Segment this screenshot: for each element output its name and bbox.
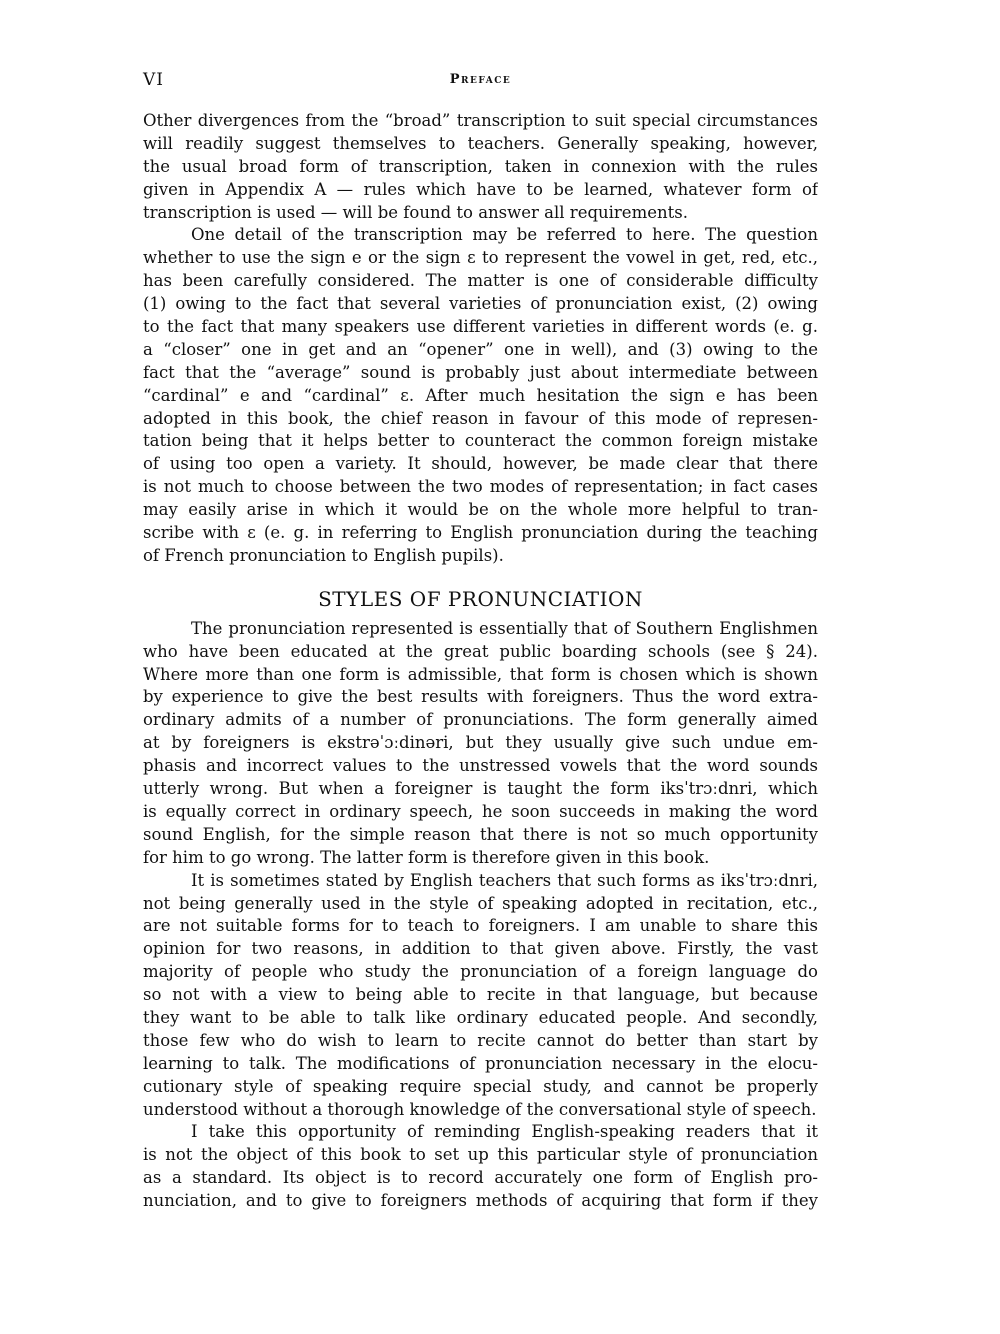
- text-line: is not the object of this book to set up this particular style of pronunciation: [143, 1145, 818, 1165]
- text-line: for him to go wrong. The latter form is therefore given in this book.: [143, 847, 710, 867]
- text-line: “cardinal” e and “cardinal” ɛ. After much hesitation the sign e has been: [143, 385, 818, 405]
- text-line: may easily arise in which it would be on the whole more helpful to tran-: [143, 500, 818, 520]
- text-line: tation being that it helps better to counteract the common foreign mistake: [143, 431, 818, 451]
- text-line: adopted in this book, the chief reason in favour of this mode of represen-: [143, 408, 818, 428]
- paragraph: [143, 224, 818, 567]
- text-line: a “closer” one in get and an “opener” one in well), and (3) owing to the: [143, 339, 818, 359]
- text-line: Other divergences from the “broad” transcription to suit special circumstances: [143, 111, 818, 130]
- text-line: so not with a view to being able to recite in that language, but because: [143, 985, 818, 1005]
- text-line: fact that the “average” sound is probably just about intermediate between: [143, 362, 818, 382]
- text-line: given in Appendix A — rules which have to be learned, whatever form of: [143, 179, 818, 199]
- text-line: One detail of the transcription may be referred to here. The question: [191, 225, 818, 245]
- page-number: VI: [143, 70, 164, 90]
- body-text: [143, 110, 818, 1213]
- text-line: cutionary style of speaking require special study, and cannot be properly: [143, 1076, 818, 1096]
- running-title: Preface: [449, 72, 512, 87]
- text-line: (1) owing to the fact that several varieties of pronunciation exist, (2) owing: [143, 294, 818, 314]
- text-line: to the fact that many speakers use different varieties in different words (e. g.: [143, 317, 818, 337]
- text-line: of French pronunciation to English pupils).: [143, 545, 504, 565]
- text-line: are not suitable forms for to teach to foreigners. I am unable to share this: [143, 916, 818, 936]
- text-line: is equally correct in ordinary speech, he soon succeeds in making the word: [143, 801, 818, 821]
- text-line: not being generally used in the style of speaking adopted in recitation, etc.,: [143, 893, 818, 913]
- text-line: It is sometimes stated by English teachers that such forms as iksˈtrɔːdnri,: [191, 870, 818, 890]
- text-line: they want to be able to talk like ordinary educated people. And secondly,: [143, 1007, 818, 1027]
- paragraph: [143, 870, 818, 1122]
- text-line: of using too open a variety. It should, however, be made clear that there: [143, 454, 818, 474]
- text-line: nunciation, and to give to foreigners methods of acquiring that form if they: [143, 1191, 818, 1211]
- text-line: will readily suggest themselves to teachers. Generally speaking, however,: [143, 133, 818, 153]
- text-line: sound English, for the simple reason that there is not so much opportunity: [143, 824, 818, 844]
- text-line: who have been educated at the great public boarding schools (see § 24).: [143, 641, 818, 661]
- text-line: understood without a thorough knowledge of the conversational style of speech.: [143, 1099, 817, 1119]
- text-line: is not much to choose between the two modes of representation; in fact cases: [143, 477, 818, 497]
- text-line: majority of people who study the pronunciation of a foreign language do: [143, 962, 818, 982]
- text-line: as a standard. Its object is to record accurately one form of English pro-: [143, 1168, 818, 1188]
- text-line: has been carefully considered. The matter is one of considerable difficulty: [143, 271, 818, 291]
- paragraph: [143, 618, 818, 870]
- text-line: utterly wrong. But when a foreigner is taught the form iksˈtrɔːdnri, which: [143, 779, 818, 799]
- text-line: by experience to give the best results with foreigners. Thus the word extra-: [143, 687, 818, 707]
- text-line: Where more than one form is admissible, that form is chosen which is shown: [143, 664, 818, 684]
- text-line: those few who do wish to learn to recite cannot do better than start by: [143, 1030, 818, 1050]
- text-line: scribe with ɛ (e. g. in referring to English pronunciation during the teaching: [143, 523, 818, 543]
- text-line: ordinary admits of a number of pronunciations. The form generally aimed: [143, 710, 818, 730]
- text-line: learning to talk. The modifications of pronunciation necessary in the elocu-: [143, 1053, 818, 1073]
- paragraph: [143, 1121, 818, 1213]
- text-line: transcription is used — will be found to answer all requirements.: [143, 202, 688, 222]
- section-heading: STYLES OF PRONUNCIATION: [318, 586, 643, 611]
- text-line: the usual broad form of transcription, taken in connexion with the rules: [143, 156, 818, 176]
- text-line: phasis and incorrect values to the unstressed vowels that the word sounds: [143, 756, 818, 776]
- text-line: I take this opportunity of reminding English-speaking readers that it: [191, 1122, 818, 1142]
- text-line: opinion for two reasons, in addition to that given above. Firstly, the vast: [143, 939, 818, 959]
- text-line: The pronunciation represented is essentially that of Southern Englishmen: [191, 618, 818, 638]
- running-head: [143, 70, 818, 94]
- text-line: at by foreigners is ekstrəˈɔːdinəri, but they usually give such undue em-: [143, 733, 818, 753]
- text-line: whether to use the sign e or the sign ɛ to represent the vowel in get, red, etc.,: [143, 248, 818, 268]
- paragraph: [143, 110, 818, 224]
